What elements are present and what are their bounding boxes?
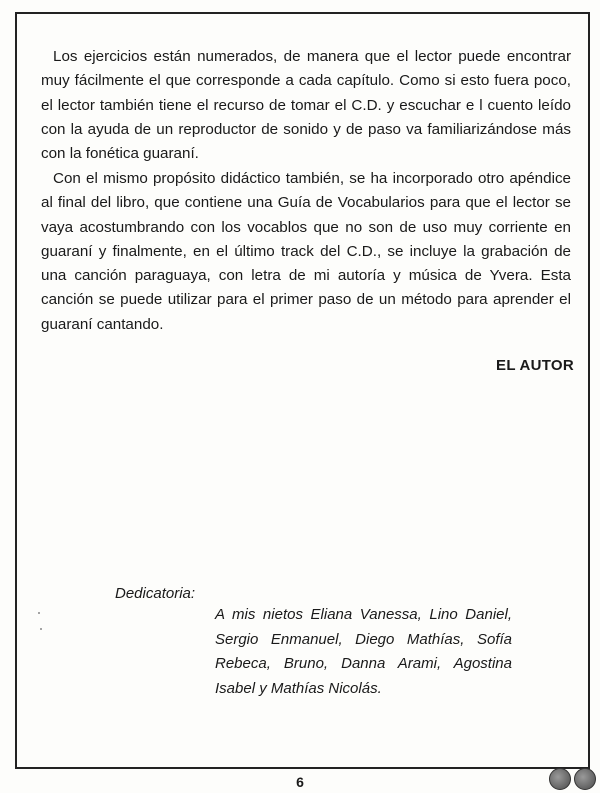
dedication-text: A mis nietos Eliana Vanessa, Lino Daniel, Sergio Enmanuel, Diego Mathías, Sofía Rebeca, Bruno, Danna Arami, Agostina Isabel y Mathías Nicolás. (215, 606, 512, 697)
dedication-label: Dedicatoria: (115, 585, 196, 602)
page-number: 6 (296, 774, 304, 790)
page-frame (15, 12, 590, 769)
body-paragraph-2: Con el mismo propósito didáctico también, se ha incorporado otro apéndice al final del libro, que contiene una Guía de Vocabularios para que el lector se vaya acostumbrando con los vocablos que no son de uso muy corriente en guaraní y finalmente, en el último track del C.D., se incluye la grabación de una canción paraguaya, con letra de mi autoría y música de Yvera. Esta canción se puede utilizar para el primer paso de un método para aprender el guaraní cantando. (41, 170, 571, 333)
scan-speck (38, 612, 40, 614)
body-paragraph-1: Los ejercicios están numerados, de manera que el lector puede encontrar muy fácilmente el que corresponde a cada capítulo. Como si esto fuera poco, el lector también tiene el recurso de tomar el C.D. y escuchar e l cuento leído con la ayuda de un reproductor de sonido y de paso va familiarizándose más con la fonética guaraní. (41, 48, 571, 163)
author-signature: EL AUTOR (496, 357, 574, 374)
scan-speck (40, 628, 42, 630)
circle-badge-icon (574, 768, 596, 790)
circle-badge-icon (549, 768, 571, 790)
corner-watermark-icons (549, 768, 596, 790)
